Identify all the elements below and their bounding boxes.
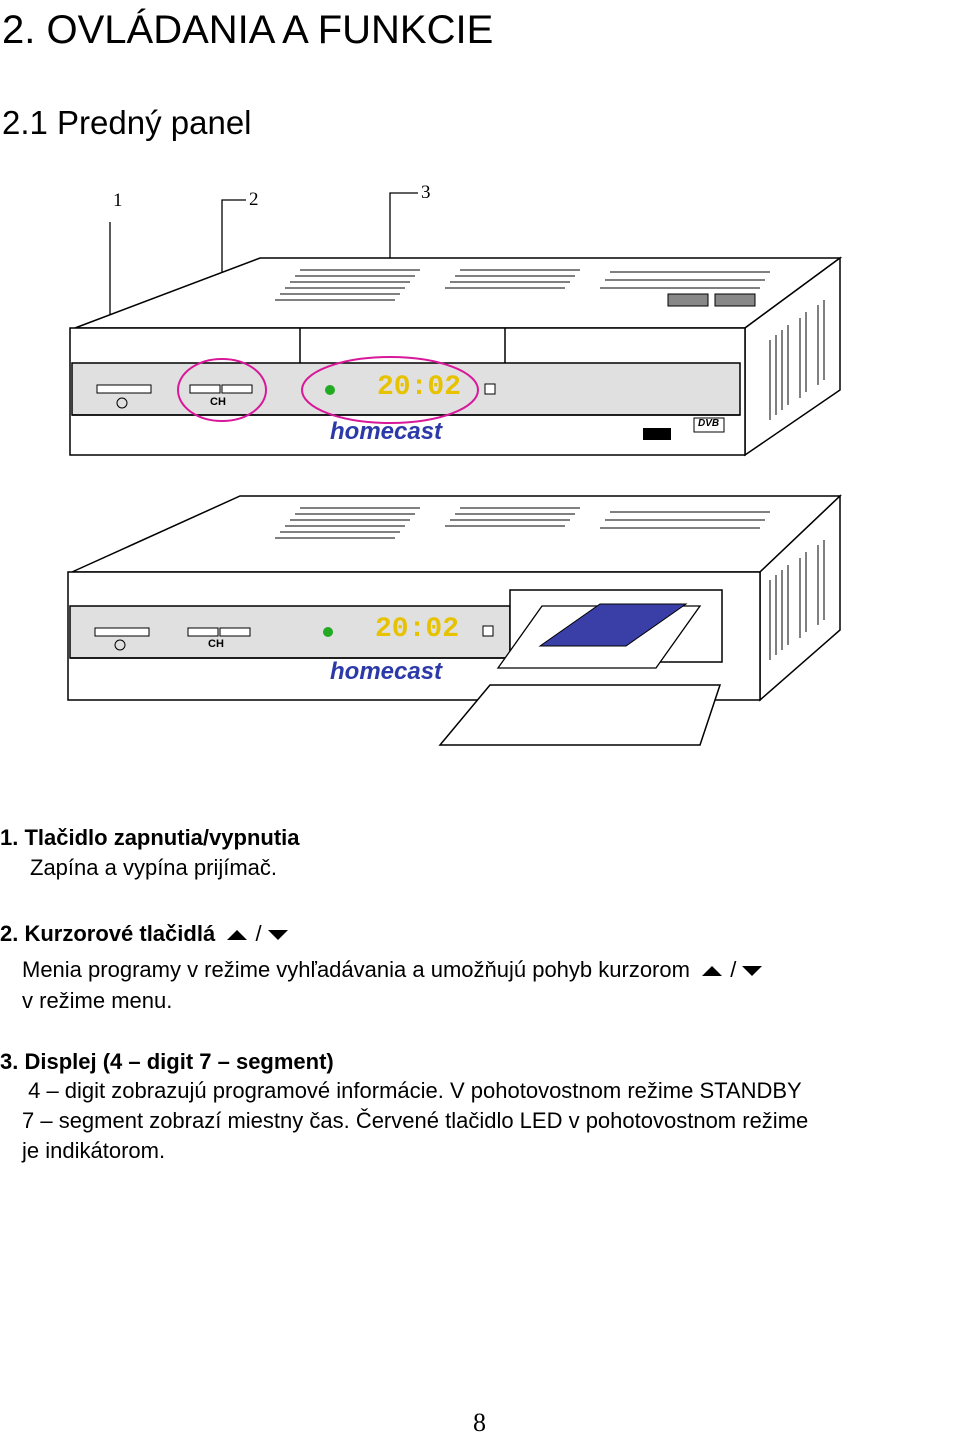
up-arrow-icon	[227, 928, 249, 942]
brand-logo-bottom: homecast	[330, 658, 443, 685]
item-2-title: 2. Kurzorové tlačidlá /	[0, 921, 290, 947]
down-arrow-icon	[742, 964, 764, 978]
display-time-top: 20:02	[377, 372, 462, 403]
brand-logo-top: homecast	[330, 418, 443, 445]
section-heading: 2.1 Predný panel	[2, 104, 252, 141]
page-number: 8	[473, 1408, 486, 1437]
item-3-text-line3: je indikátorom.	[22, 1138, 166, 1163]
callout-3: 3	[421, 182, 431, 203]
dvb-logo: DVB	[698, 418, 720, 429]
up-arrow-icon	[702, 964, 724, 978]
display-time-bottom: 20:02	[375, 614, 460, 645]
ch-label-top: CH	[210, 396, 226, 408]
ch-label-bottom: CH	[208, 638, 224, 650]
item-2-text-line1: Menia programy v režime vyhľadávania a umožňujú pohyb kurzorom /	[22, 957, 764, 983]
item-3-title: 3. Displej (4 – digit 7 – segment)	[0, 1049, 334, 1074]
callout-2: 2	[249, 189, 259, 210]
item-3-text-line1: 4 – digit zobrazujú programové informácie. V pohotovostnom režime STANDBY	[22, 1078, 802, 1103]
down-arrow-icon	[268, 928, 290, 942]
item-1-title: 1. Tlačidlo zapnutia/vypnutia	[0, 825, 300, 850]
item-2-text-line2: v režime menu.	[22, 988, 173, 1013]
item-1-text: Zapína a vypína prijímač.	[30, 855, 278, 880]
callout-1: 1	[113, 190, 123, 211]
item-3-text-line2: 7 – segment zobrazí miestny čas. Červené tlačidlo LED v pohotovostnom režime	[22, 1108, 809, 1133]
page-heading: 2. OVLÁDANIA A FUNKCIE	[2, 8, 494, 52]
